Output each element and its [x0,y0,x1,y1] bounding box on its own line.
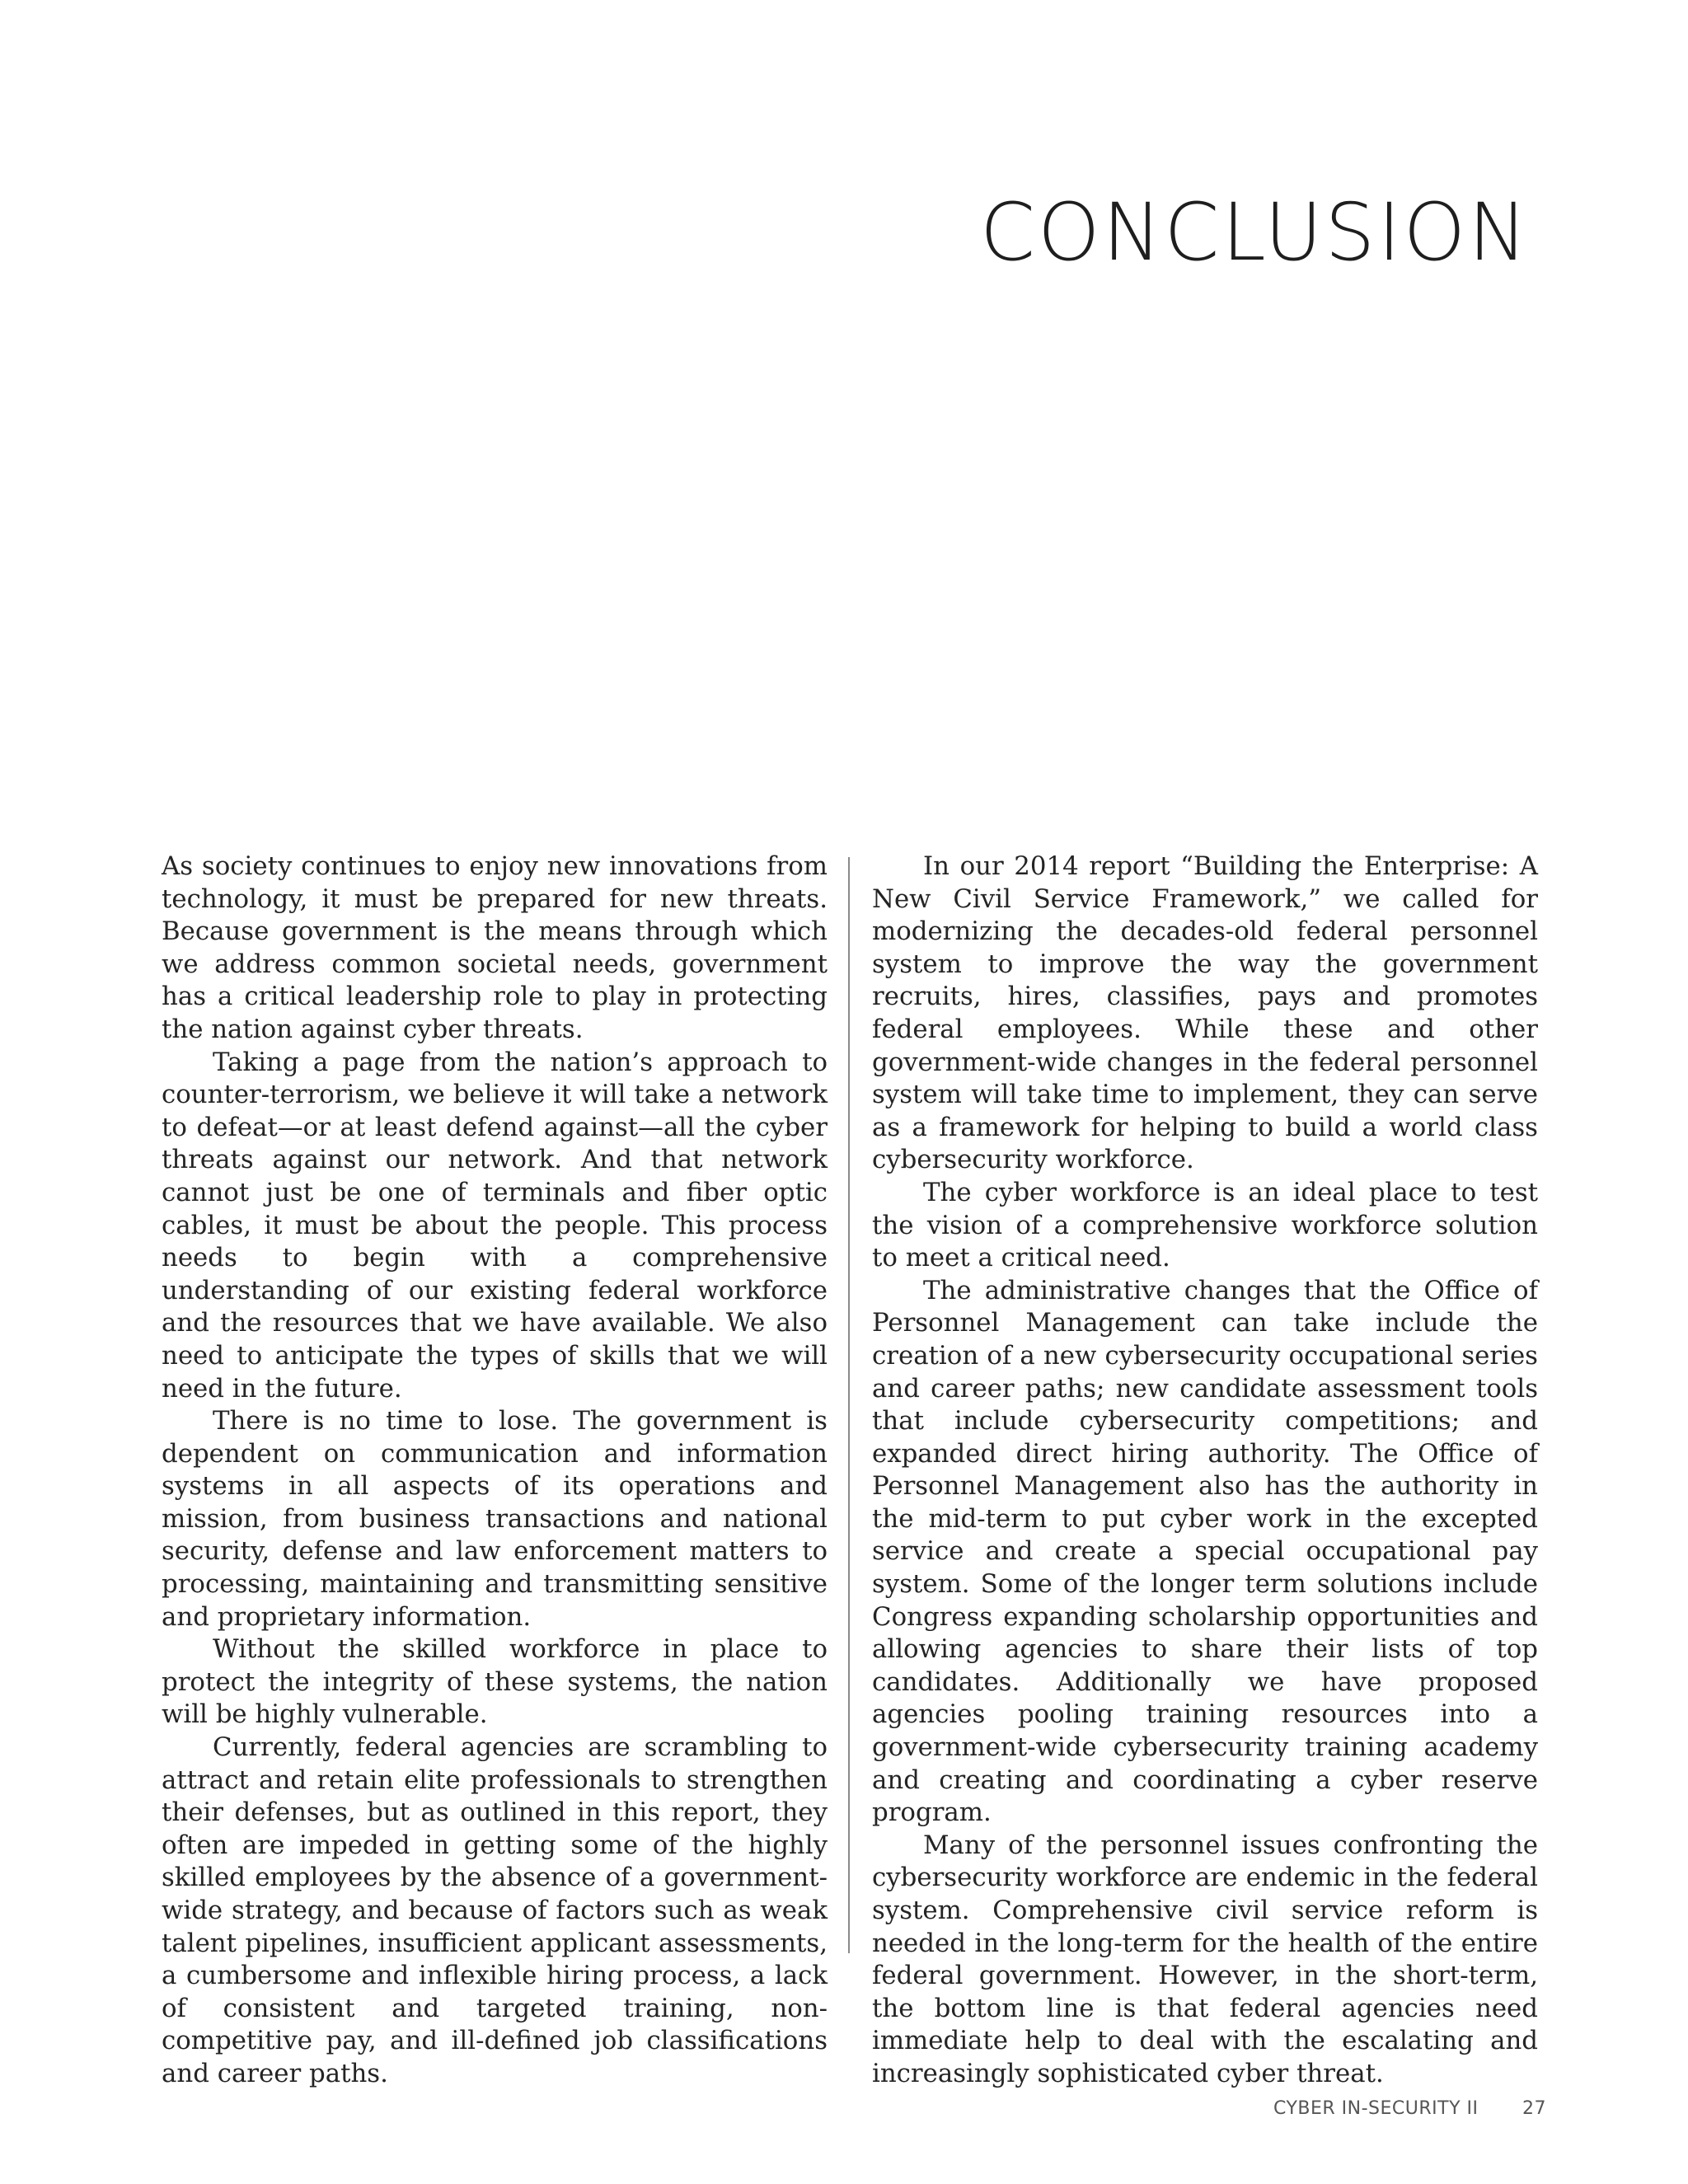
page-number: 27 [1522,2098,1546,2119]
paragraph: Currently, federal agencies are scrambling to attract and retain elite professionals to strengthen their defenses, but as outlined in this report, they often are impeded in getting some of the highly skilled employees by the absence of a government-wide strategy, and because of factors such as weak talent pipelines, insufficient applicant assessments, a cumbersome and inflexible hiring process, a lack of consistent and targeted training, non-competitive pay, and ill-defined job classifications and career paths. [162,1732,828,2088]
paragraph: Taking a page from the nation’s approach to counter-terrorism, we believe it will take a network to defeat—or at least defend against—all the cyber threats against our network. And that network cannot just be one of terminals and fiber optic cables, it must be about the people. This process needs to begin with a comprehensive understanding of our existing federal workforce and the resources that we have available. We also need to anticipate the types of skills that we will need in the future. [162,1047,828,1404]
page-footer [1273,2098,1546,2119]
publication-title: CYBER IN-SECURITY II [1273,2098,1479,2119]
body-columns [162,851,1538,2088]
paragraph: Without the skilled workforce in place to protect the integrity of these systems, the nation will be highly vulnerable. [162,1634,828,1730]
paragraph: In our 2014 report “Building the Enterprise: A New Civil Service Framework,” we called for modernizing the decades-old federal personnel system to improve the way the government recruits, hires, classifies, pays and promotes federal employees. While these and other government-wide changes in the federal personnel system will take time to implement, they can serve as a framework for helping to build a world class cybersecurity workforce. [872,851,1538,1175]
right-column [872,851,1538,2091]
page-title: CONCLUSION [979,186,1530,279]
left-column [162,851,828,2091]
paragraph: As society continues to enjoy new innovations from technology, it must be prepared for new threats. Because government is the means through which we address common societal needs, government has a critical leadership role to play in protecting the nation against cyber threats. [162,851,828,1044]
paragraph: The administrative changes that the Office of Personnel Management can take include the creation of a new cybersecurity occupational series and career paths; new candidate assessment tools that include cybersecurity competitions; and expanded direct hiring authority. The Office of Personnel Management also has the authority in the mid-term to put cyber work in the excepted service and create a special occupational pay system. Some of the longer term solutions include Congress expanding scholarship opportunities and allowing agencies to share their lists of top candidates. Additionally we have proposed agencies pooling training resources into a government-wide cybersecurity training academy and creating and coordinating a cyber reserve program. [872,1275,1538,1828]
column-divider [848,857,850,1953]
paragraph: The cyber workforce is an ideal place to test the vision of a comprehensive workforce solution to meet a critical need. [872,1177,1538,1273]
paragraph: Many of the personnel issues confronting the cybersecurity workforce are endemic in the federal system. Comprehensive civil service reform is needed in the long-term for the health of the entire federal government. However, in the short-term, the bottom line is that federal agencies need immediate help to deal with the escalating and increasingly sophisticated cyber threat. [872,1830,1538,2088]
paragraph: There is no time to lose. The government is dependent on communication and information systems in all aspects of its operations and mission, from business transactions and national security, defense and law enforcement matters to processing, maintaining and transmitting sensitive and proprietary information. [162,1406,828,1632]
